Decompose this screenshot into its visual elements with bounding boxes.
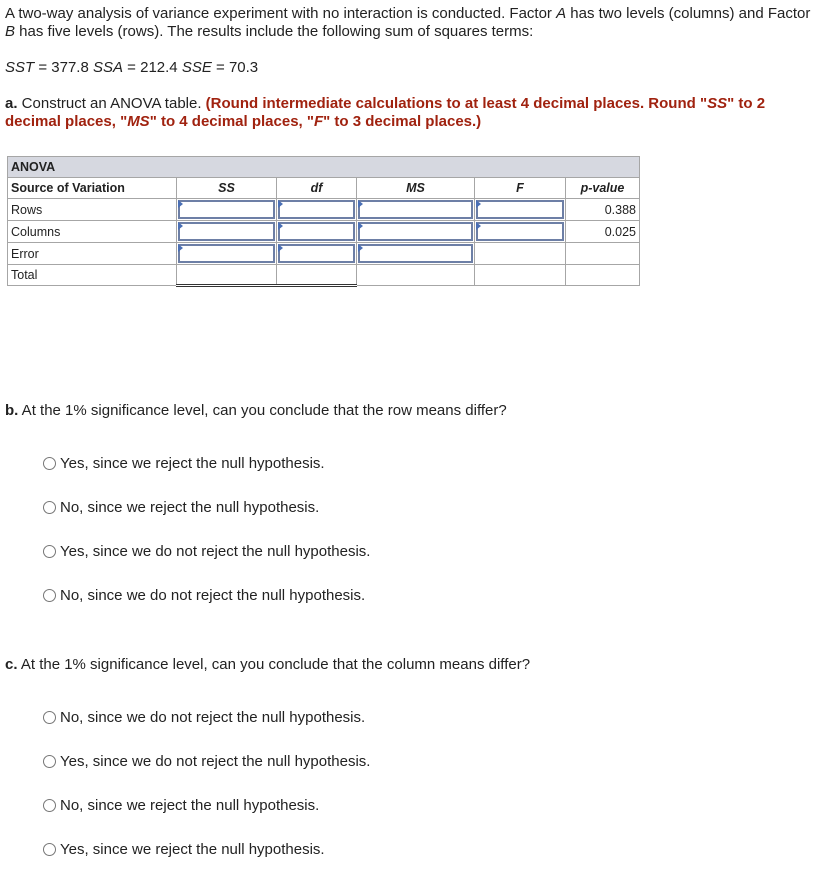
error-df-cell	[277, 243, 357, 265]
total-df-cell	[277, 265, 357, 286]
instr-text-1: (Round intermediate calculations to at least 4 decimal places. Round "	[205, 95, 708, 112]
part-c-label: c.	[5, 656, 18, 673]
marker-icon	[278, 244, 283, 252]
radio-button[interactable]	[43, 755, 56, 768]
rows-ss-cell	[177, 199, 277, 221]
marker-icon	[278, 200, 283, 208]
header-f	[475, 178, 566, 199]
intro-text-3: has five levels (rows). The results include the following sum of squares terms:	[15, 23, 534, 40]
part-b-option-3[interactable]	[43, 543, 370, 560]
option-label: No, since we reject the null hypothesis.	[60, 797, 320, 814]
part-b-text: At the 1% significance level, can you conclude that the row means differ?	[18, 402, 507, 419]
columns-ms-cell	[357, 221, 475, 243]
marker-icon	[476, 222, 481, 230]
error-p-empty	[566, 243, 640, 265]
part-b-option-4[interactable]	[43, 587, 365, 604]
instr-text-3: " to 4 decimal places, "	[149, 113, 314, 130]
header-df-text: df	[310, 181, 323, 195]
row-columns	[8, 221, 640, 243]
radio-button[interactable]	[43, 799, 56, 812]
radio-button[interactable]	[43, 711, 56, 724]
radio-button[interactable]	[43, 843, 56, 856]
source-error: Error	[8, 243, 177, 265]
part-b-option-1[interactable]	[43, 455, 325, 472]
marker-icon	[358, 200, 363, 208]
header-f-text: F	[516, 181, 524, 195]
radio-button[interactable]	[43, 545, 56, 558]
sst-value: = 377.8	[34, 59, 93, 76]
marker-icon	[278, 222, 283, 230]
rows-df-cell	[277, 199, 357, 221]
header-df	[277, 178, 357, 199]
columns-p-value: 0.025	[566, 221, 640, 243]
rows-p-value: 0.388	[566, 199, 640, 221]
columns-ss-cell	[177, 221, 277, 243]
anova-header-row	[8, 178, 640, 199]
radio-button[interactable]	[43, 457, 56, 470]
columns-df-input[interactable]	[278, 222, 355, 241]
error-df-input[interactable]	[278, 244, 355, 263]
instr-text-2: " to 2 decimal places, "	[5, 95, 766, 130]
row-error	[8, 243, 640, 265]
row-total	[8, 265, 640, 286]
source-columns: Columns	[8, 221, 177, 243]
option-label: Yes, since we reject the null hypothesis.	[60, 455, 325, 472]
error-ss-input[interactable]	[178, 244, 275, 263]
option-label: Yes, since we reject the null hypothesis.	[60, 841, 325, 858]
instr-ss: SS	[707, 95, 728, 112]
total-f-empty	[475, 265, 566, 286]
rows-ss-input[interactable]	[178, 200, 275, 219]
sst-label: SST	[5, 59, 35, 76]
columns-df-cell	[277, 221, 357, 243]
part-c-option-3[interactable]	[43, 797, 319, 814]
header-p-value	[566, 178, 640, 199]
part-c-question	[5, 656, 530, 673]
option-label: No, since we do not reject the null hypothesis.	[60, 587, 366, 604]
sse-value: = 70.3	[211, 59, 259, 76]
marker-icon	[358, 222, 363, 230]
instr-text-4: " to 3 decimal places.)	[323, 113, 482, 130]
marker-icon	[476, 200, 481, 208]
total-ms-empty	[357, 265, 475, 286]
part-c-option-2[interactable]	[43, 753, 370, 770]
anova-table	[7, 156, 640, 287]
header-ms	[357, 178, 475, 199]
header-source: Source of Variation	[8, 178, 177, 199]
option-label: No, since we reject the null hypothesis.	[60, 499, 320, 516]
header-ms-text: MS	[406, 181, 425, 195]
option-label: Yes, since we do not reject the null hypothesis.	[60, 543, 371, 560]
intro-factor-b: B	[5, 23, 16, 40]
intro-text-1: A two-way analysis of variance experiment with no interaction is conducted. Factor	[5, 5, 557, 22]
intro-factor-a: A	[556, 5, 567, 22]
marker-icon	[178, 200, 183, 208]
rows-ms-cell	[357, 199, 475, 221]
header-p-value-text: p-value	[580, 181, 625, 195]
radio-button[interactable]	[43, 501, 56, 514]
problem-intro	[5, 5, 815, 41]
marker-icon	[178, 222, 183, 230]
ssa-value: = 212.4	[123, 59, 182, 76]
part-c-option-4[interactable]	[43, 841, 325, 858]
error-ms-cell	[357, 243, 475, 265]
intro-text-2: has two levels (columns) and Factor	[566, 5, 811, 22]
columns-f-input[interactable]	[476, 222, 564, 241]
total-p-empty	[566, 265, 640, 286]
radio-button[interactable]	[43, 589, 56, 602]
option-label: No, since we do not reject the null hypothesis.	[60, 709, 366, 726]
ssa-label: SSA	[93, 59, 124, 76]
rows-f-cell	[475, 199, 566, 221]
part-a-text: Construct an ANOVA table.	[17, 95, 206, 112]
row-rows	[8, 199, 640, 221]
rows-f-input[interactable]	[476, 200, 564, 219]
header-ss	[177, 178, 277, 199]
instr-f: F	[313, 113, 324, 130]
anova-title: ANOVA	[8, 157, 640, 178]
columns-ms-input[interactable]	[358, 222, 473, 241]
total-ss-cell	[177, 265, 277, 286]
part-a-label: a.	[5, 95, 18, 112]
error-ss-cell	[177, 243, 277, 265]
part-b-question	[5, 402, 507, 419]
part-a-question	[5, 95, 815, 131]
sum-of-squares-values	[5, 59, 258, 77]
part-b-option-2[interactable]	[43, 499, 319, 516]
columns-f-cell	[475, 221, 566, 243]
sse-label: SSE	[181, 59, 212, 76]
rows-ms-input[interactable]	[358, 200, 473, 219]
rows-df-input[interactable]	[278, 200, 355, 219]
columns-ss-input[interactable]	[178, 222, 275, 241]
error-ms-input[interactable]	[358, 244, 473, 263]
source-total: Total	[8, 265, 177, 286]
source-rows: Rows	[8, 199, 177, 221]
header-ss-text: SS	[218, 181, 235, 195]
marker-icon	[178, 244, 183, 252]
part-b-label: b.	[5, 402, 19, 419]
part-c-text: At the 1% significance level, can you conclude that the column means differ?	[17, 656, 531, 673]
error-f-empty	[475, 243, 566, 265]
anova-title-row	[8, 157, 640, 178]
part-c-option-1[interactable]	[43, 709, 365, 726]
marker-icon	[358, 244, 363, 252]
instr-ms: MS	[127, 113, 150, 130]
option-label: Yes, since we do not reject the null hypothesis.	[60, 753, 371, 770]
